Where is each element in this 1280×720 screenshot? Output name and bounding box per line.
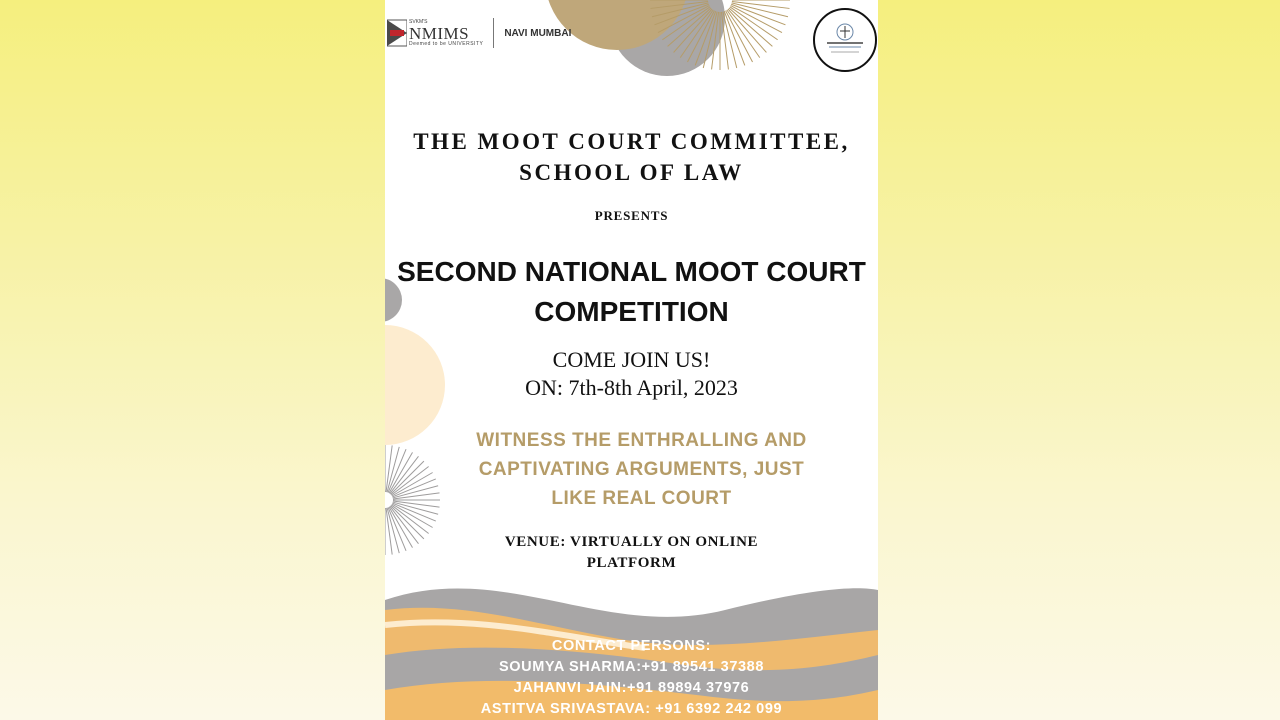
venue-info xyxy=(445,532,818,574)
logo-divider xyxy=(493,18,494,48)
event-poster xyxy=(385,0,878,720)
campus-name: NAVI MUMBAI xyxy=(504,27,572,39)
presents-label: PRESENTS xyxy=(594,208,669,223)
tagline-line1: WITNESS THE ENTHRALLING AND xyxy=(476,430,807,451)
sunburst-ray xyxy=(726,11,753,62)
invite-text: COME JOIN US! xyxy=(552,347,711,372)
university-subline: Deemed to be UNIVERSITY xyxy=(409,40,484,47)
moot-court-committee-seal-icon xyxy=(813,8,877,72)
nmims-logo xyxy=(387,16,571,50)
university-name: NMIMS xyxy=(409,23,470,43)
tagline-line3: LIKE REAL COURT xyxy=(551,488,732,509)
organizer-title xyxy=(385,126,878,188)
contact-person-2: JAHANVI JAIN:+91 89894 37976 xyxy=(513,680,750,696)
sunburst-ray xyxy=(391,461,424,494)
competition-title xyxy=(385,252,878,332)
sunburst-ray xyxy=(731,6,782,33)
sunburst-ray xyxy=(391,506,424,539)
university-tagline: SVKM'S xyxy=(409,18,428,25)
sunburst-ray xyxy=(730,7,778,40)
sunburst-ray xyxy=(727,10,760,58)
contact-persons xyxy=(425,636,838,720)
nmims-logo-icon xyxy=(387,18,407,48)
event-tagline xyxy=(425,426,858,513)
venue-line2: PLATFORM xyxy=(586,555,677,571)
contact-person-1: SOUMYA SHARMA:+91 89541 37388 xyxy=(499,659,764,675)
event-date: ON: 7th-8th April, 2023 xyxy=(525,375,738,400)
venue-line1: VENUE: VIRTUALLY ON ONLINE xyxy=(504,534,759,550)
contact-person-3: ASTITVA SRIVASTAVA: +91 6392 242 099 xyxy=(480,701,783,717)
invite-block xyxy=(385,346,878,402)
committee-title: THE MOOT COURT COMMITTEE, xyxy=(413,129,850,154)
competition-title-line2: COMPETITION xyxy=(534,296,729,327)
school-title: SCHOOL OF LAW xyxy=(519,160,744,185)
tagline-line2: CAPTIVATING ARGUMENTS, JUST xyxy=(478,459,805,480)
competition-title-line1: SECOND NATIONAL MOOT COURT xyxy=(397,256,866,287)
contact-heading: CONTACT PERSONS: xyxy=(551,638,712,654)
